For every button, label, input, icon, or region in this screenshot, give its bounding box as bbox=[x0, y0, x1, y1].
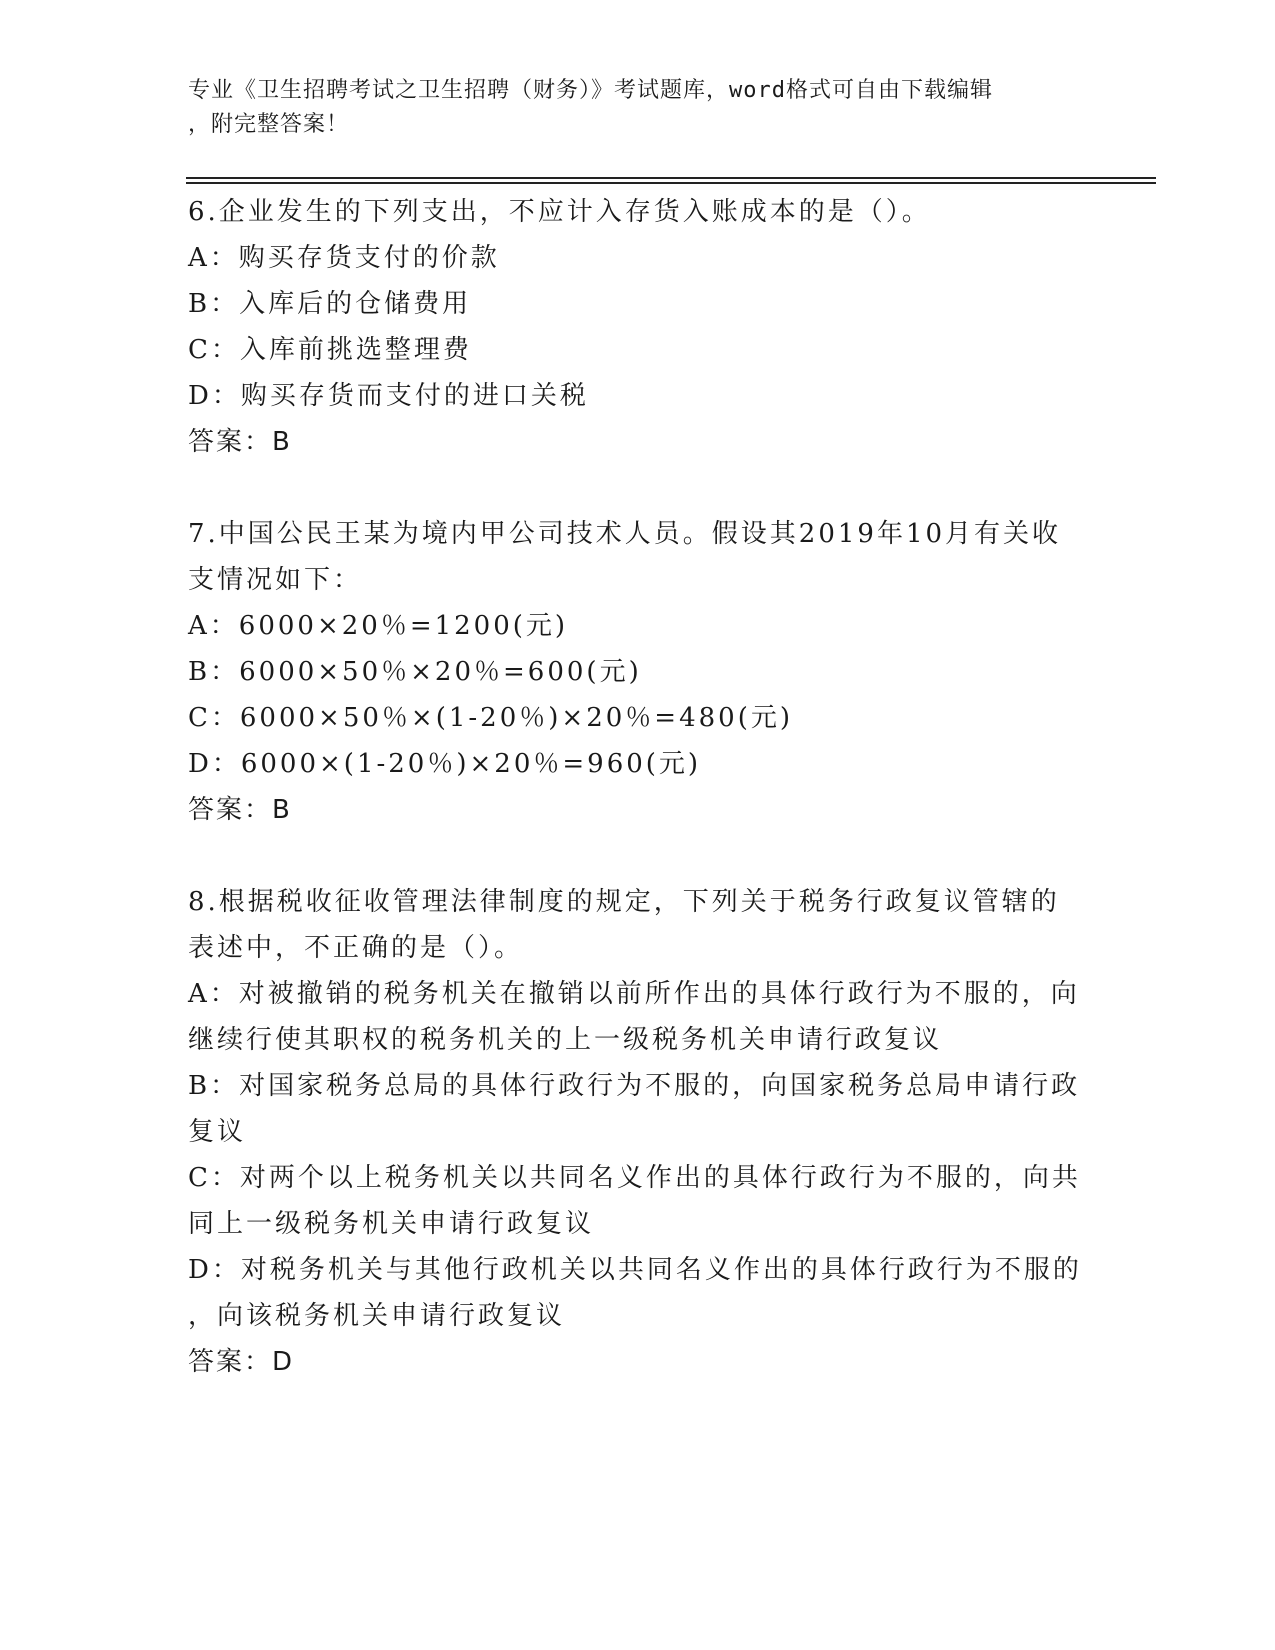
option-d-line-2: ，向该税务机关申请行政复议 bbox=[188, 1301, 566, 1331]
question-7 bbox=[188, 511, 1088, 833]
option-b-line-1: B：对国家税务总局的具体行政行为不服的，向国家税务总局申请行政 bbox=[188, 1071, 1081, 1101]
option-c: C：6000×50％×(1-20％)×20％=480(元) bbox=[188, 703, 793, 733]
option-c: C：入库前挑选整理费 bbox=[188, 335, 472, 365]
option-a: A：6000×20％=1200(元) bbox=[188, 611, 569, 641]
question-list bbox=[188, 189, 1088, 1431]
question-stem-line-1: 8.根据税收征收管理法律制度的规定，下列关于税务行政复议管辖的 bbox=[188, 887, 1060, 917]
header-divider-bottom bbox=[186, 182, 1156, 184]
question-6 bbox=[188, 189, 1088, 465]
header-line-1: 专业《卫生招聘考试之卫生招聘（财务）》考试题库，word格式可自由下载编辑 bbox=[188, 78, 993, 103]
option-d: D：6000×(1-20％)×20％=960(元) bbox=[188, 749, 702, 779]
option-c-line-2: 同上一级税务机关申请行政复议 bbox=[188, 1209, 595, 1239]
answer: 答案：B bbox=[188, 427, 292, 457]
question-stem-line-1: 7.中国公民王某为境内甲公司技术人员。假设其2019年10月有关收 bbox=[188, 519, 1062, 549]
document-header bbox=[188, 74, 1088, 142]
header-divider-top bbox=[186, 177, 1156, 179]
option-a-line-2: 继续行使其职权的税务机关的上一级税务机关申请行政复议 bbox=[188, 1025, 943, 1055]
question-stem: 6.企业发生的下列支出，不应计入存货入账成本的是（）。 bbox=[188, 197, 931, 227]
answer: 答案：B bbox=[188, 795, 292, 825]
option-d-line-1: D：对税务机关与其他行政机关以共同名义作出的具体行政行为不服的 bbox=[188, 1255, 1082, 1285]
option-b: B：6000×50％×20％=600(元) bbox=[188, 657, 642, 687]
question-8 bbox=[188, 879, 1088, 1385]
answer: 答案：D bbox=[188, 1347, 295, 1377]
question-stem-line-2: 表述中，不正确的是（）。 bbox=[188, 933, 524, 963]
option-a-line-1: A：对被撤销的税务机关在撤销以前所作出的具体行政行为不服的，向 bbox=[188, 979, 1080, 1009]
option-d: D：购买存货而支付的进口关税 bbox=[188, 381, 589, 411]
question-stem-line-2: 支情况如下： bbox=[188, 565, 363, 595]
option-b-line-2: 复议 bbox=[188, 1117, 247, 1147]
option-b: B：入库后的仓储费用 bbox=[188, 289, 472, 319]
option-a: A：购买存货支付的价款 bbox=[188, 243, 500, 273]
option-c-line-1: C：对两个以上税务机关以共同名义作出的具体行政行为不服的，向共 bbox=[188, 1163, 1081, 1193]
header-line-2: ，附完整答案！ bbox=[188, 112, 350, 137]
